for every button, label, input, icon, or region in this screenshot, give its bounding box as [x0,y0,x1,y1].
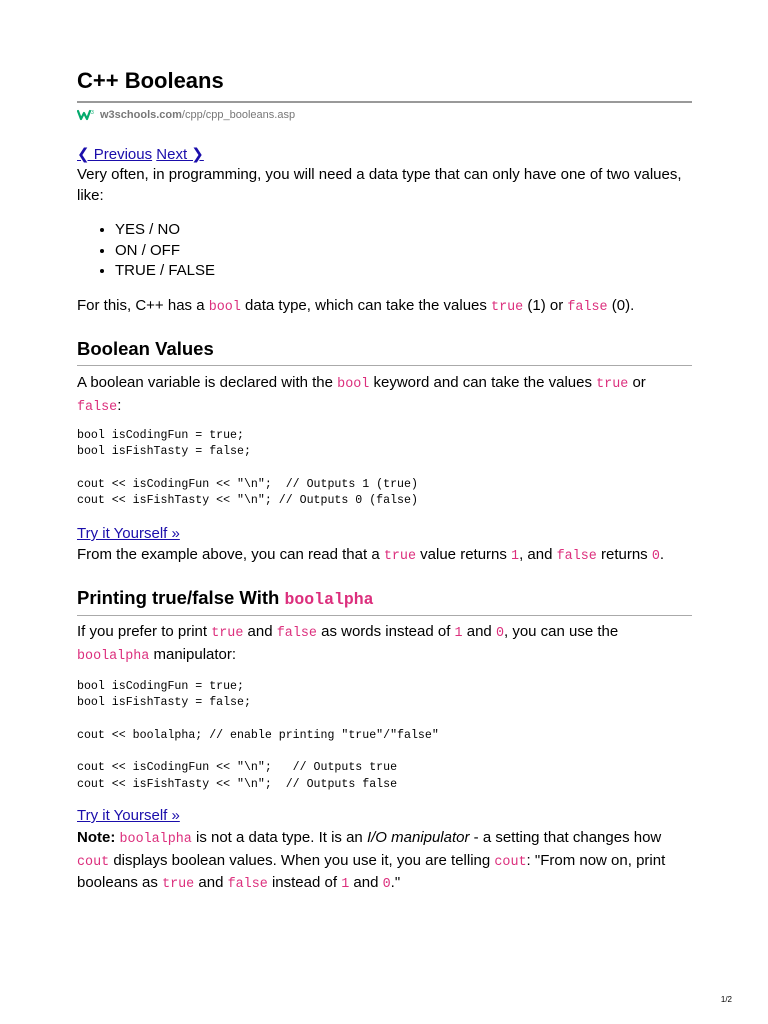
inline-code: false [276,626,317,641]
text-run: , and [519,546,557,563]
text-run: . [659,546,665,563]
title-divider [77,101,692,103]
text-run: instead of [267,874,342,891]
text-run: and [243,623,277,640]
inline-code: false [77,399,118,415]
inline-code: false [567,300,608,315]
emphasis-text: I/O manipulator [366,829,470,846]
previous-link[interactable]: ❮ Previous [77,146,153,163]
text-run: booleans as [77,874,163,891]
inline-code: 0 [651,549,660,564]
text-run: (1) or [523,297,568,314]
section-heading-printing-boolalpha [77,586,374,612]
inline-code: 0 [495,626,504,641]
inline-code: boolalpha [77,648,150,664]
text-run: value returns [416,546,512,563]
pagination-nav [77,145,204,165]
text-run: and [462,623,496,640]
try-it-yourself-link-2[interactable]: Try it Yourself » [77,807,180,824]
boolalpha-intro-paragraph [77,622,692,667]
inline-code: true [491,300,524,315]
list-item: • ON / OFF [115,241,215,262]
text-run: data type, which can take the values [240,297,492,314]
inline-code: true [162,877,195,892]
text-run: If you prefer to print [77,623,212,640]
heading-text: Printing true/false With [77,587,285,608]
inline-code: 1 [454,626,463,641]
code-example-2: bool isCodingFun = true; bool isFishTasty = false; cout << boolalpha; // enable printing "true"/"false" cout << isCodingFun << "\n"; // Outputs true cout << isFishTasty << "\n"; // Outputs false [77,680,439,791]
w3schools-logo-icon [77,108,95,122]
inline-code: boolalpha [119,832,192,847]
text-run: - a setting that changes how [469,829,662,846]
text-run: , you can use the [504,623,619,640]
bool-type-paragraph [77,296,692,319]
page-number: 1/2 [720,995,732,1004]
section-divider [77,365,692,366]
text-run: or [628,374,646,391]
try-it-yourself-link-1[interactable]: Try it Yourself » [77,525,180,542]
text-run: manipulator: [149,645,237,663]
source-path: /cpp/cpp_booleans.asp [181,109,296,121]
inline-code: bool [337,377,370,392]
next-link[interactable]: Next ❯ [156,146,204,163]
text-run: returns [596,546,652,563]
inline-code: false [227,877,268,892]
section-divider [77,615,692,616]
text-run: (0). [607,297,635,314]
list-item: • YES / NO [115,220,215,241]
intro-paragraph: Very often, in programming, you will need a data type that can only have one of two values, like: [77,166,682,204]
text-run: and [349,874,383,891]
list-item: • TRUE / FALSE [115,261,215,282]
svg-text:3: 3 [91,110,94,116]
inline-code: cout [494,854,527,870]
example-explanation-paragraph [77,545,692,568]
inline-code: 1 [511,549,520,564]
text-run: as words instead of [316,623,455,640]
code-example-1: bool isCodingFun = true; bool isFishTasty = false; cout << isCodingFun << "\n"; // Outputs 1 (true) cout << isFishTasty << "\n"; // Outputs 0 (false) [77,429,418,508]
text-run: A boolean variable is declared with the [77,374,338,391]
inline-code: false [556,549,597,564]
inline-code: true [211,626,244,641]
note-paragraph [77,828,692,896]
source-host: w3schools.com [100,109,182,121]
inline-code: true [596,377,629,392]
text-run: For this, C++ has a [77,297,209,314]
values-list [77,220,215,282]
note-label: Note: [77,829,116,846]
text-run: and [194,874,228,891]
inline-code: bool [208,300,241,315]
text-run: displays boolean values. When you use it, you are telling [109,851,495,869]
boolean-values-paragraph [77,373,692,418]
page-title: C++ Booleans [77,68,224,93]
text-run: ." [390,874,401,891]
inline-code: true [383,549,416,564]
text-run: keyword and can take the values [369,374,597,391]
source-url[interactable] [77,107,295,123]
inline-code: 0 [382,877,391,892]
text-run: From the example above, you can read that a [77,546,384,563]
section-heading-boolean-values: Boolean Values [77,338,214,359]
text-run: : "From now on, print [526,851,666,869]
text-run: is not a data type. It is an [191,829,367,846]
inline-code: cout [77,854,110,870]
text-run: : [117,396,122,414]
inline-code: 1 [341,877,350,892]
inline-code: boolalpha [284,590,374,609]
